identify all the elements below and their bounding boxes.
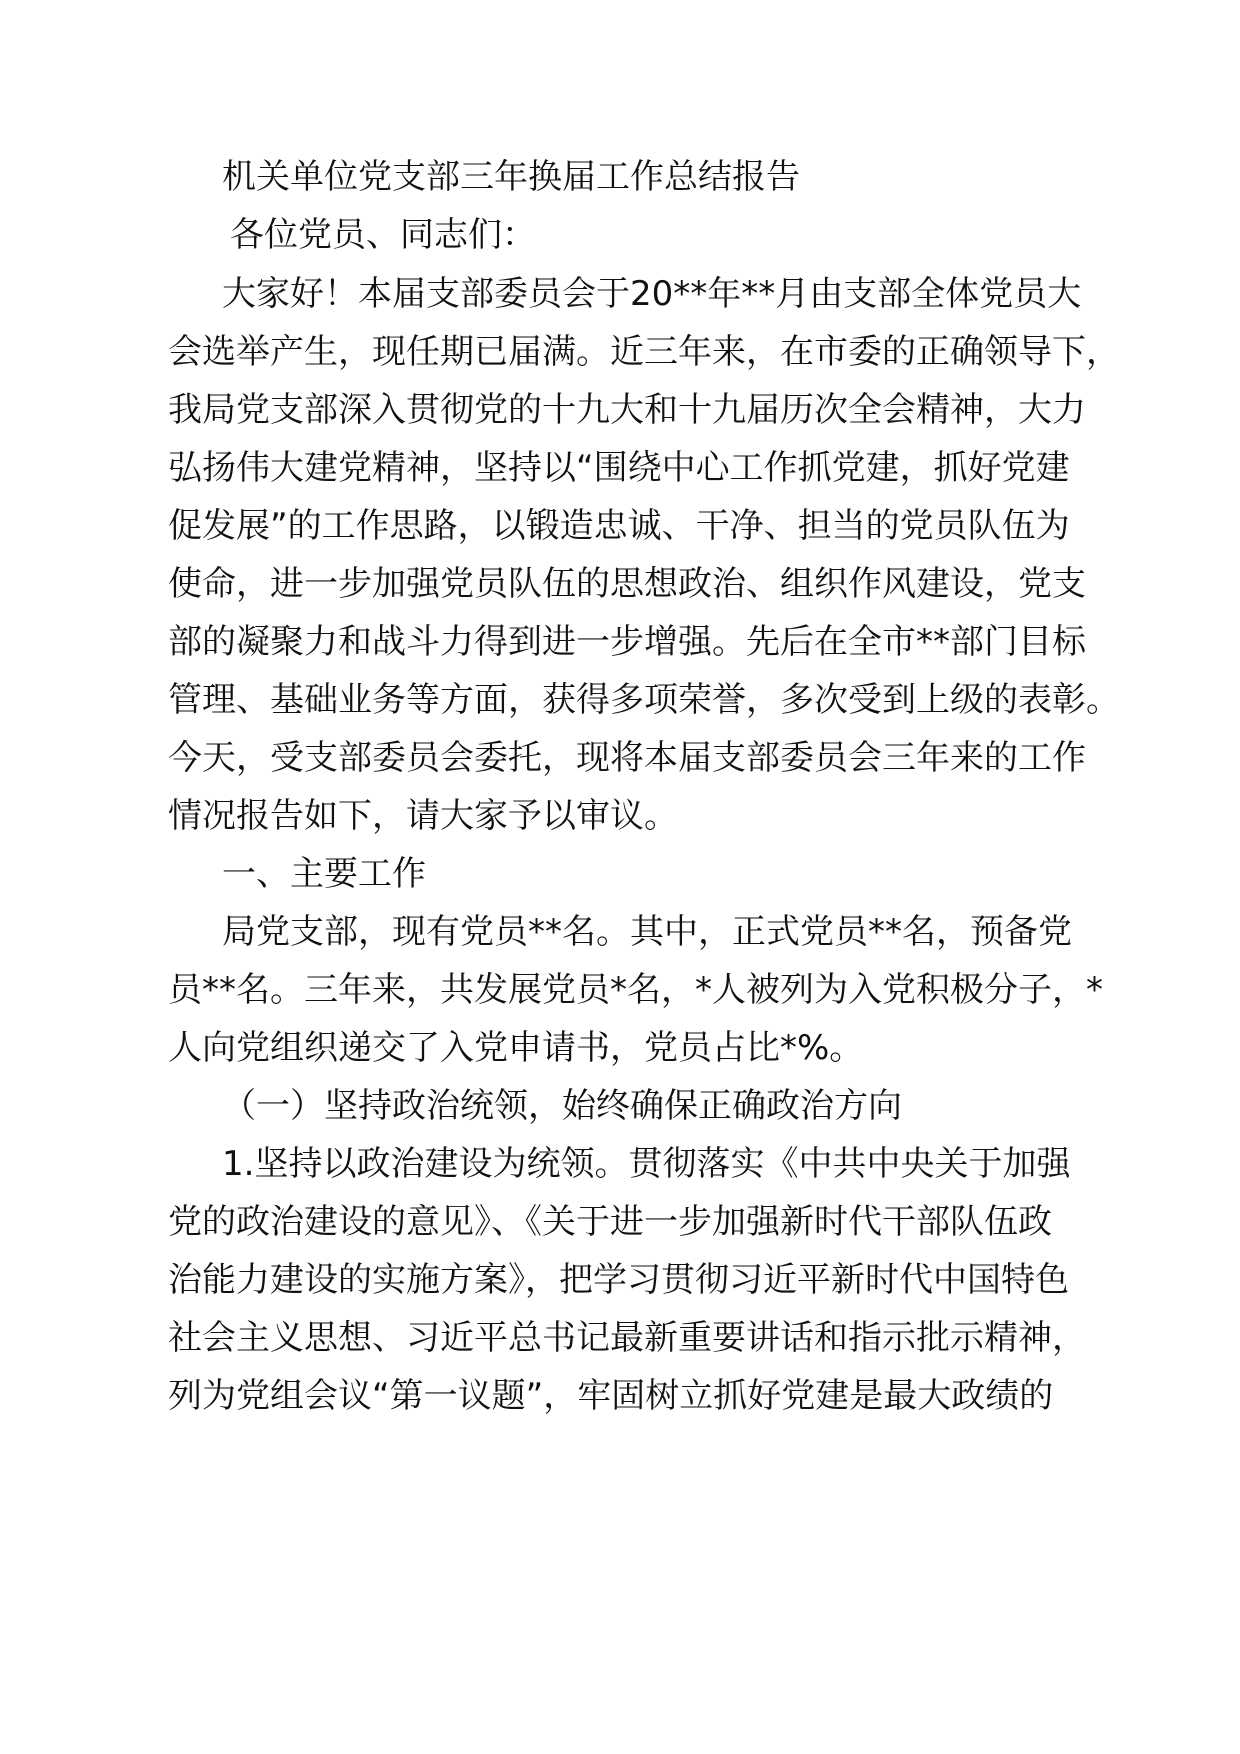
intro-line-2: 会选举产生，现任期已届满。近三年来，在市委的正确领导下， [168,332,1120,372]
intro-line-6: 使命，进一步加强党员队伍的思想政治、组织作风建设，党支 [168,564,1086,604]
item-1-line-5: 列为党组会议“第一议题”，牢固树立抓好党建是最大政绩的 [168,1376,1054,1416]
salutation: 各位党员、同志们： [230,215,536,255]
intro-line-5: 促发展”的工作思路，以锻造忠诚、干净、担当的党员队伍为 [168,506,1070,546]
section-1-line-1: 局党支部，现有党员**名。其中，正式党员**名，预备党 [222,912,1072,952]
section-1-heading: 一、主要工作 [222,854,426,894]
intro-line-8: 管理、基础业务等方面，获得多项荣誉，多次受到上级的表彰。 [168,680,1120,720]
document-title: 机关单位党支部三年换届工作总结报告 [222,157,800,197]
intro-line-7: 部的凝聚力和战斗力得到进一步增强。先后在全市**部门目标 [168,622,1086,662]
section-1-line-3: 人向党组织递交了入党申请书，党员占比*%。 [168,1028,864,1068]
intro-line-9: 今天，受支部委员会委托，现将本届支部委员会三年来的工作 [168,738,1086,778]
intro-line-3: 我局党支部深入贯彻党的十九大和十九届历次全会精神，大力 [168,390,1086,430]
section-1-line-2: 员**名。三年来，共发展党员*名，*人被列为入党积极分子，* [168,970,1103,1010]
item-1-line-2: 党的政治建设的意见》、《关于进一步加强新时代干部队伍政 [168,1202,1052,1242]
intro-line-1: 大家好！本届支部委员会于20**年**月由支部全体党员大 [222,274,1082,314]
item-1-line-3: 治能力建设的实施方案》，把学习贯彻习近平新时代中国特色 [168,1260,1069,1300]
intro-line-4: 弘扬伟大建党精神，坚持以“围绕中心工作抓党建，抓好党建 [168,448,1070,488]
item-1-line-1: 1.坚持以政治建设为统领。贯彻落实《中共中央关于加强 [222,1144,1071,1184]
item-1-line-4: 社会主义思想、习近平总书记最新重要讲话和指示批示精神， [168,1318,1086,1358]
subsection-1-heading: （一）坚持政治统领，始终确保正确政治方向 [222,1086,902,1126]
intro-line-10: 情况报告如下，请大家予以审议。 [168,796,678,836]
